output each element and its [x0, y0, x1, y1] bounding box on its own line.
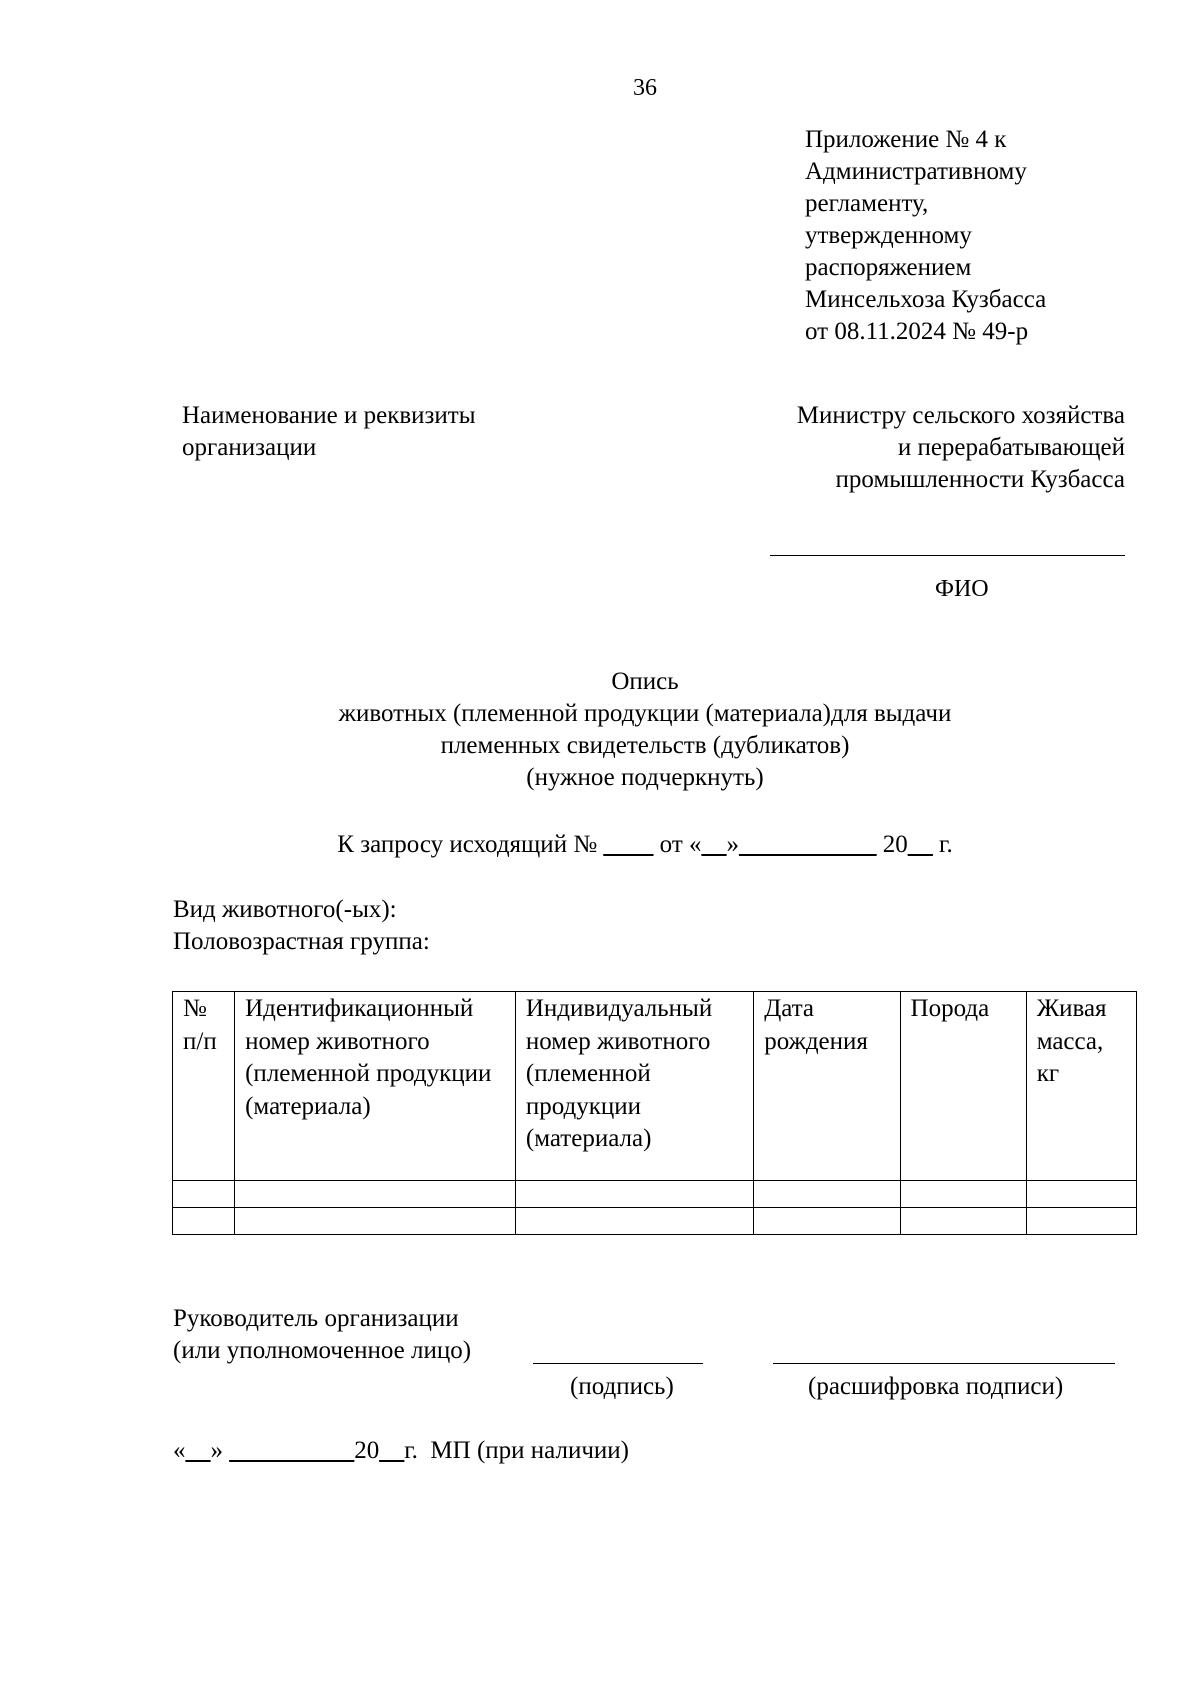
date-year-prefix: 20	[354, 1437, 380, 1464]
column-header-breed: Порода	[900, 992, 1026, 1181]
signatory-block	[173, 1303, 533, 1367]
addressee-line: Министру сельского хозяйства	[796, 402, 1125, 429]
signatory-label: (или уполномоченное лицо)	[173, 1337, 472, 1364]
table-row	[173, 1208, 1137, 1235]
table-row	[173, 1181, 1137, 1208]
title-line: племенных свидетельств (дубликатов)	[440, 732, 850, 759]
date-close-quote: »	[210, 1437, 230, 1464]
organization-label: организации	[182, 434, 317, 461]
appendix-line: распоряжением	[805, 254, 972, 281]
animal-kind-label: Вид животного(-ых):	[173, 896, 397, 923]
appendix-line: регламенту,	[805, 190, 929, 217]
appendix-note	[805, 124, 1165, 348]
table-cell[interactable]	[173, 1208, 235, 1235]
column-header-live-weight: Живая масса, кг	[1026, 992, 1136, 1181]
table-cell[interactable]	[515, 1181, 753, 1208]
table-cell[interactable]	[900, 1181, 1026, 1208]
appendix-line: от 08.11.2024 № 49-р	[805, 318, 1029, 345]
title-line: (нужное подчеркнуть)	[526, 764, 764, 791]
date-day-blank[interactable]: __	[185, 1437, 211, 1464]
organization-block	[182, 400, 602, 464]
appendix-line: Административному	[805, 158, 1027, 185]
signature-caption: (подпись)	[570, 1373, 674, 1400]
signature-blank-line[interactable]	[533, 1363, 703, 1364]
table-header-row	[173, 992, 1137, 1181]
request-from: от «	[653, 831, 702, 858]
animal-group-label: Половозрастная группа:	[173, 928, 430, 955]
table-cell[interactable]	[754, 1208, 900, 1235]
request-day-blank[interactable]: __	[701, 831, 727, 858]
table-cell[interactable]	[754, 1181, 900, 1208]
page-number: 36	[633, 75, 657, 101]
table-cell[interactable]	[235, 1208, 516, 1235]
addressee-line: промышленности Кузбасса	[835, 466, 1125, 493]
column-header-id-number: Идентификационный номер животного (племенной продукции (материала)	[235, 992, 516, 1181]
document-title	[0, 666, 1200, 794]
request-year-blank[interactable]: __	[907, 831, 933, 858]
request-month-blank[interactable]: ___________	[739, 831, 877, 858]
organization-label: Наименование и реквизиты	[182, 402, 476, 429]
date-month-blank[interactable]: __________	[229, 1437, 355, 1464]
request-year-prefix: 20	[876, 831, 908, 858]
table-cell[interactable]	[173, 1181, 235, 1208]
fio-blank-line[interactable]	[770, 555, 1125, 556]
request-line	[0, 829, 1200, 861]
inventory-table	[172, 991, 1137, 1235]
date-year-blank[interactable]: __	[379, 1437, 405, 1464]
addressee-block	[700, 400, 1125, 496]
table-cell[interactable]	[515, 1208, 753, 1235]
request-close-quote: »	[726, 831, 740, 858]
request-number-blank[interactable]: ____	[603, 831, 654, 858]
appendix-line: Минсельхоза Кузбасса	[805, 286, 1047, 313]
request-suffix: г.	[932, 831, 953, 858]
request-prefix: К запросу исходящий №	[337, 831, 604, 858]
date-open-quote: «	[173, 1437, 186, 1464]
column-header-birth-date: Дата рождения	[754, 992, 900, 1181]
table-cell[interactable]	[900, 1208, 1026, 1235]
animal-info	[173, 894, 430, 958]
signatory-label: Руководитель организации	[173, 1305, 459, 1332]
appendix-line: Приложение № 4 к	[805, 126, 1007, 153]
appendix-line: утвержденному	[805, 222, 972, 249]
table-cell[interactable]	[235, 1181, 516, 1208]
signature-decode-caption: (расшифровка подписи)	[808, 1373, 1064, 1400]
date-suffix: г. МП (при наличии)	[404, 1437, 630, 1464]
column-header-number: № п/п	[173, 992, 235, 1181]
table-cell[interactable]	[1026, 1208, 1136, 1235]
addressee-line: и перерабатывающей	[897, 434, 1125, 461]
column-header-individual-number: Индивидуальный номер животного (племенной продукции (материала)	[515, 992, 753, 1181]
title-line: животных (племенной продукции (материала)для выдачи	[338, 700, 952, 727]
fio-label: ФИО	[935, 576, 989, 602]
signature-decode-blank-line[interactable]	[773, 1363, 1115, 1364]
date-stamp-line	[173, 1435, 629, 1467]
table-cell[interactable]	[1026, 1181, 1136, 1208]
title-line: Опись	[611, 668, 679, 695]
